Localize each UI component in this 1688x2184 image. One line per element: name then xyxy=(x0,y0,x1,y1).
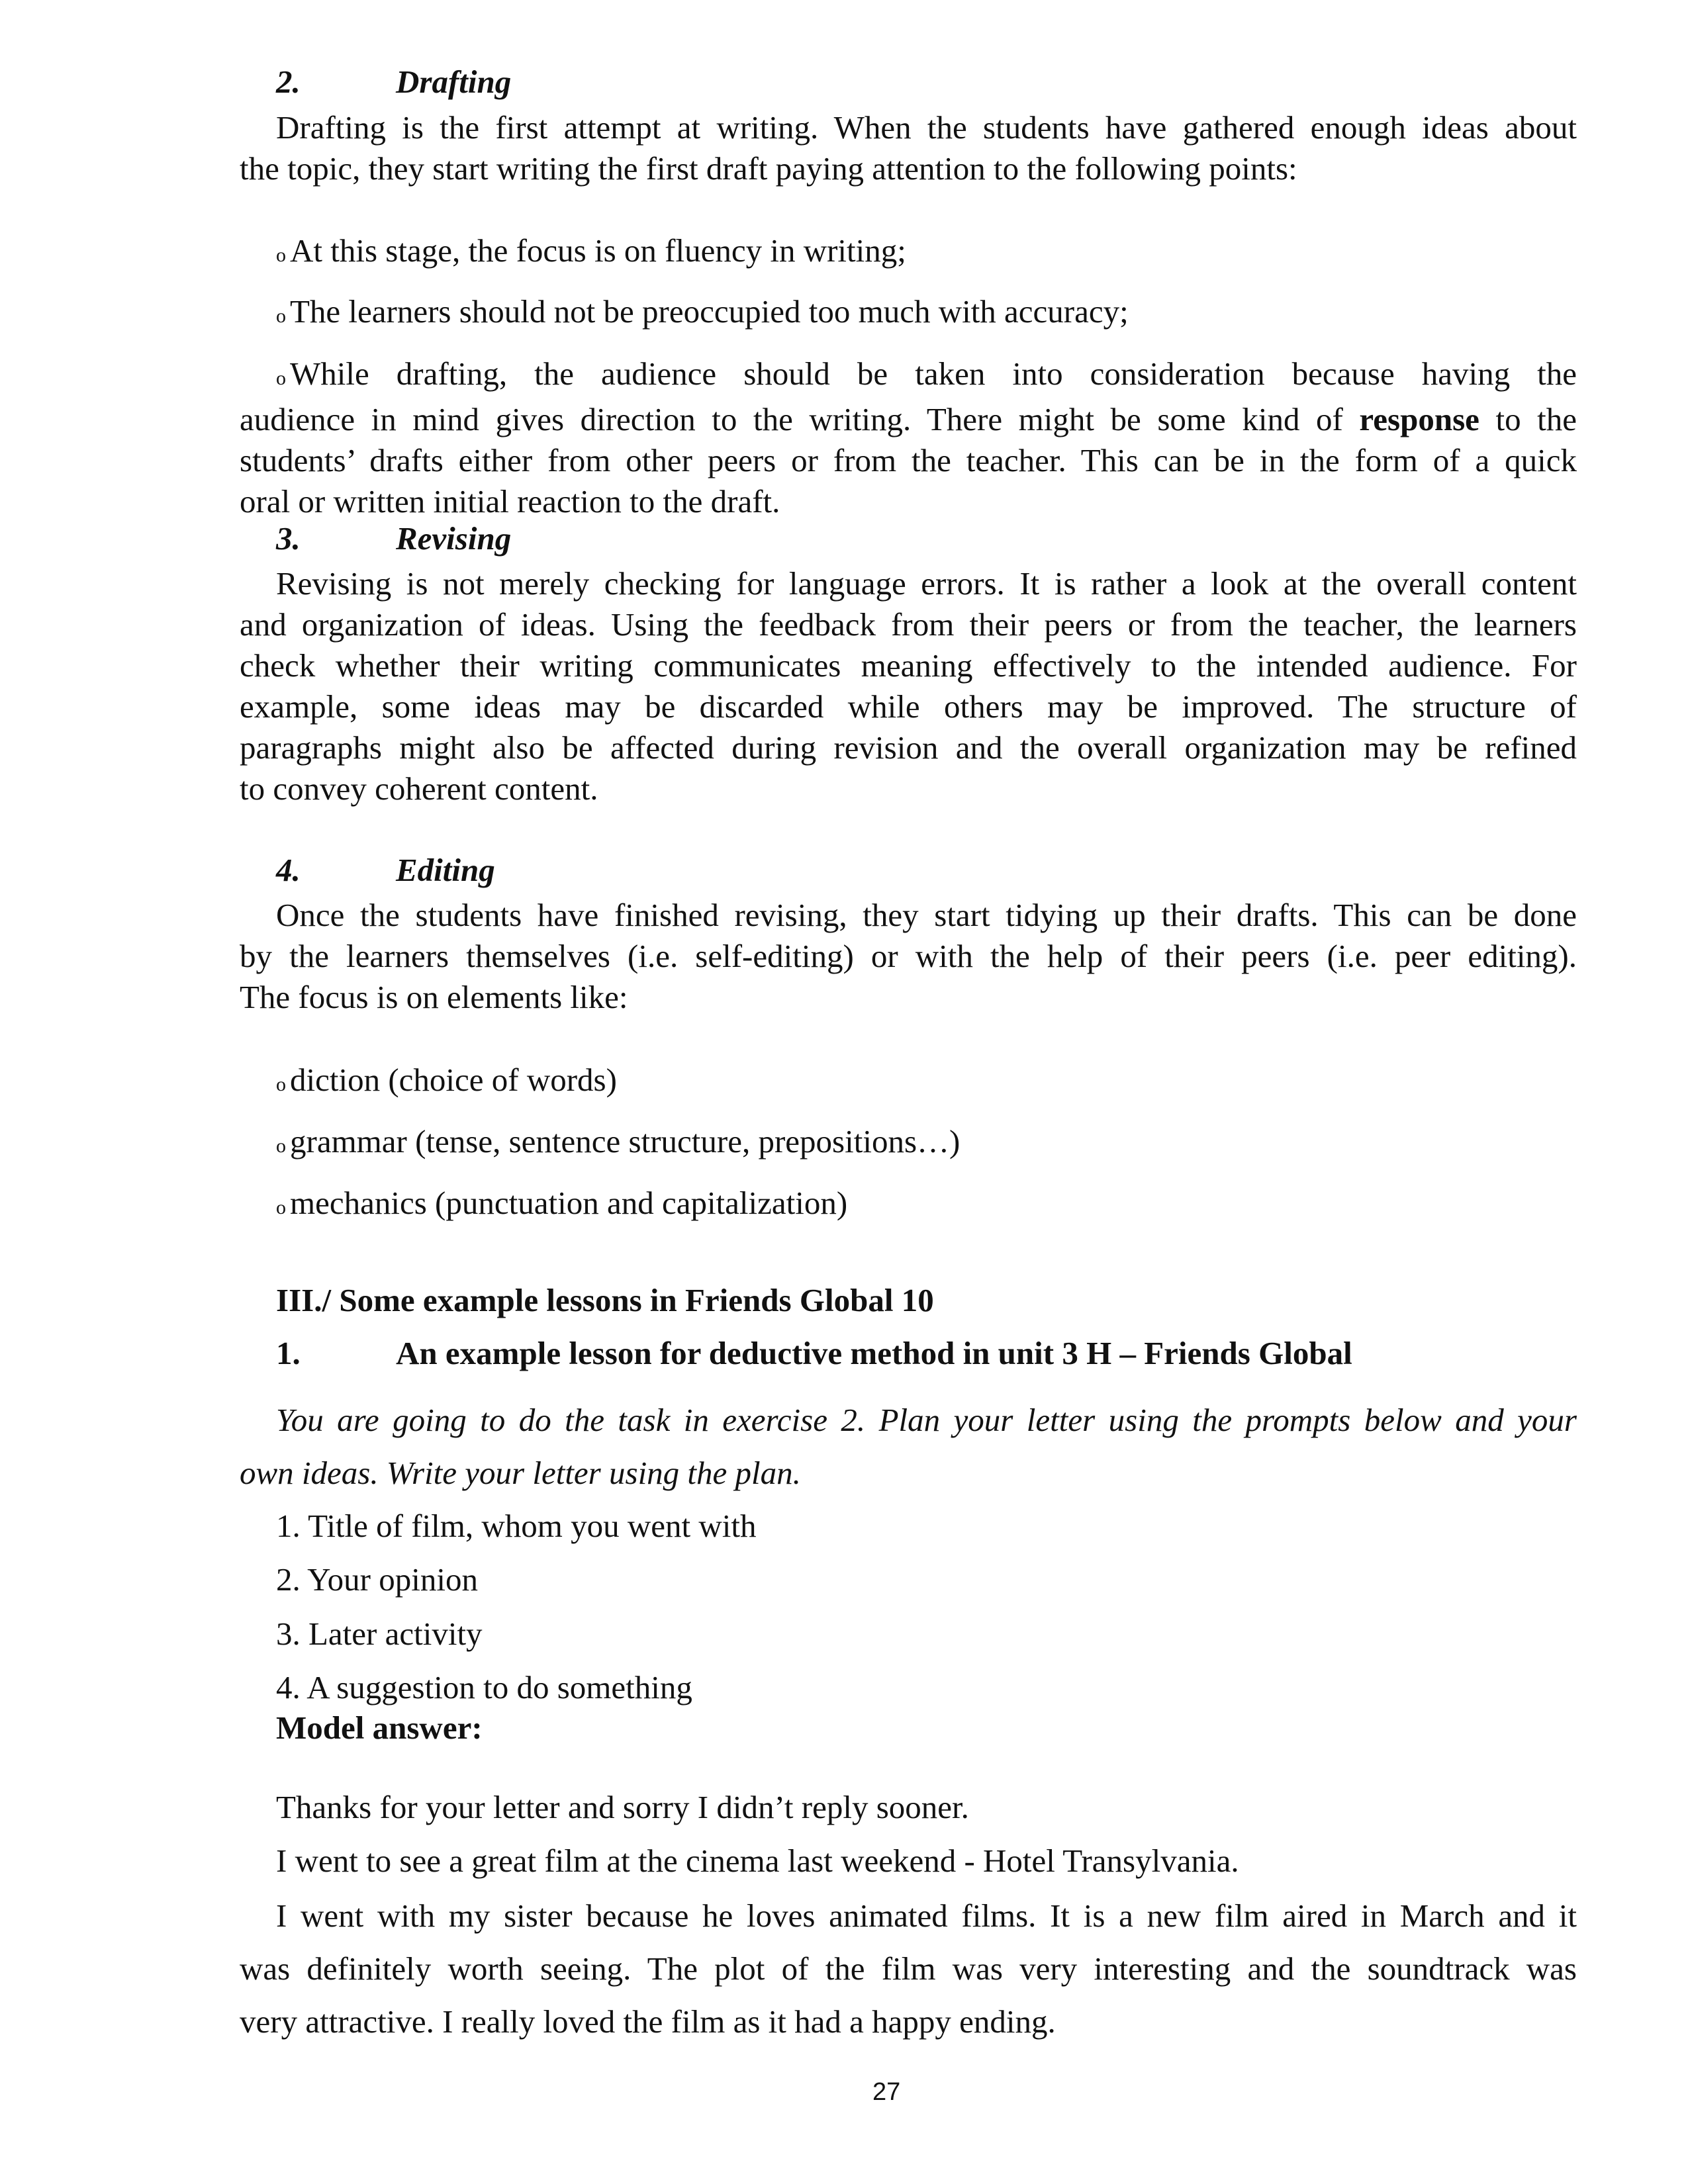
paragraph-line: Drafting is the first attempt at writing. When the students have gathered enough ideas about xyxy=(276,109,1577,146)
paragraph-line: to convey coherent content. xyxy=(240,770,598,807)
paragraph-line: I went with my sister because he loves animated films. It is a new film aired in March and it xyxy=(276,1897,1577,1934)
section-title-editing: Editing xyxy=(396,852,495,888)
model-line: Thanks for your letter and sorry I didn’t reply sooner. xyxy=(276,1789,969,1825)
paragraph-line: Revising is not merely checking for language errors. It is rather a look at the overall content xyxy=(276,565,1577,602)
page-number: 27 xyxy=(872,2078,901,2106)
bullet-item xyxy=(276,1122,960,1160)
bullet-marker: o xyxy=(276,1197,286,1218)
model-answer-label: Model answer: xyxy=(276,1709,483,1746)
model-paragraph xyxy=(240,1889,1577,2048)
revising-paragraph xyxy=(240,563,1577,809)
text-run: to the xyxy=(1479,401,1577,437)
paragraph-line: check whether their writing communicates meaning effectively to the intended audience. For xyxy=(240,647,1577,684)
paragraph-line: very attractive. I really loved the film as it had a happy ending. xyxy=(240,2003,1056,2040)
paragraph-line: the topic, they start writing the first draft paying attention to the following points: xyxy=(240,150,1297,187)
bullet-text: At this stage, the focus is on fluency in writing; xyxy=(290,232,906,269)
bullet-marker: o xyxy=(276,367,286,389)
section-title-drafting: Drafting xyxy=(396,64,512,100)
paragraph-line: students’ drafts either from other peers or from the teacher. This can be in the form of a quick xyxy=(240,442,1577,478)
bullet-item xyxy=(276,293,1129,330)
paragraph-line: The focus is on elements like: xyxy=(240,979,628,1015)
bullet-text: diction (choice of words) xyxy=(290,1062,617,1098)
bullet-item xyxy=(276,1061,617,1099)
section-number-revising: 3. xyxy=(276,520,301,557)
bullet-marker: o xyxy=(276,305,286,327)
bullet-item xyxy=(276,232,906,269)
text-run: audience in mind gives direction to the writing. There might be some kind of xyxy=(240,401,1360,437)
paragraph-line: by the learners themselves (i.e. self-editing) or with the help of their peers (i.e. peer editing). xyxy=(240,938,1577,974)
paragraph-line xyxy=(240,399,1577,440)
paragraph-line: Once the students have finished revising, they start tidying up their drafts. This can be done xyxy=(276,897,1577,933)
bullet-text: The learners should not be preoccupied too much with accuracy; xyxy=(290,293,1129,330)
paragraph-line xyxy=(240,353,1577,399)
prompt-item: 1. Title of film, whom you went with xyxy=(276,1508,757,1544)
prompt-item: 4. A suggestion to do something xyxy=(276,1669,692,1706)
bullet-marker: o xyxy=(276,244,286,266)
bullet-marker: o xyxy=(276,1135,286,1157)
paragraph-line: example, some ideas may be discarded while others may be improved. The structure of xyxy=(240,688,1577,725)
drafting-bullet-3 xyxy=(240,353,1577,522)
editing-paragraph xyxy=(240,895,1577,1018)
example-number: 1. xyxy=(276,1335,301,1371)
paragraph-line: was definitely worth seeing. The plot of the film was very interesting and the soundtrack was xyxy=(240,1950,1577,1987)
bullet-text: mechanics (punctuation and capitalization) xyxy=(290,1185,848,1221)
section-number-drafting: 2. xyxy=(276,64,301,100)
bullet-text: While drafting, the audience should be taken into consideration because having the xyxy=(290,355,1577,392)
prompt-item: 3. Later activity xyxy=(276,1615,483,1652)
bullet-item xyxy=(276,1184,847,1222)
paragraph-line: paragraphs might also be affected during revision and the overall organization may be refined xyxy=(240,729,1577,766)
keyword-response: response xyxy=(1359,401,1479,437)
paragraph-line: You are going to do the task in exercise 2. Plan your letter using the prompts below and your xyxy=(276,1402,1577,1438)
prompt-item: 2. Your opinion xyxy=(276,1561,478,1598)
example-title: An example lesson for deductive method in unit 3 H – Friends Global xyxy=(396,1335,1352,1371)
paragraph-line: oral or written initial reaction to the draft. xyxy=(240,483,780,520)
section-number-editing: 4. xyxy=(276,852,301,888)
paragraph-line: and organization of ideas. Using the feedback from their peers or from the teacher, the learners xyxy=(240,606,1577,643)
section-heading-examples: III./ Some example lessons in Friends Global 10 xyxy=(276,1282,934,1318)
model-line: I went to see a great film at the cinema last weekend - Hotel Transylvania. xyxy=(276,1843,1239,1879)
bullet-text: grammar (tense, sentence structure, prepositions…) xyxy=(290,1123,961,1160)
drafting-paragraph xyxy=(240,107,1577,189)
paragraph-line: own ideas. Write your letter using the plan. xyxy=(240,1455,801,1491)
task-instructions xyxy=(240,1394,1577,1500)
section-title-revising: Revising xyxy=(396,520,512,557)
bullet-marker: o xyxy=(276,1073,286,1095)
